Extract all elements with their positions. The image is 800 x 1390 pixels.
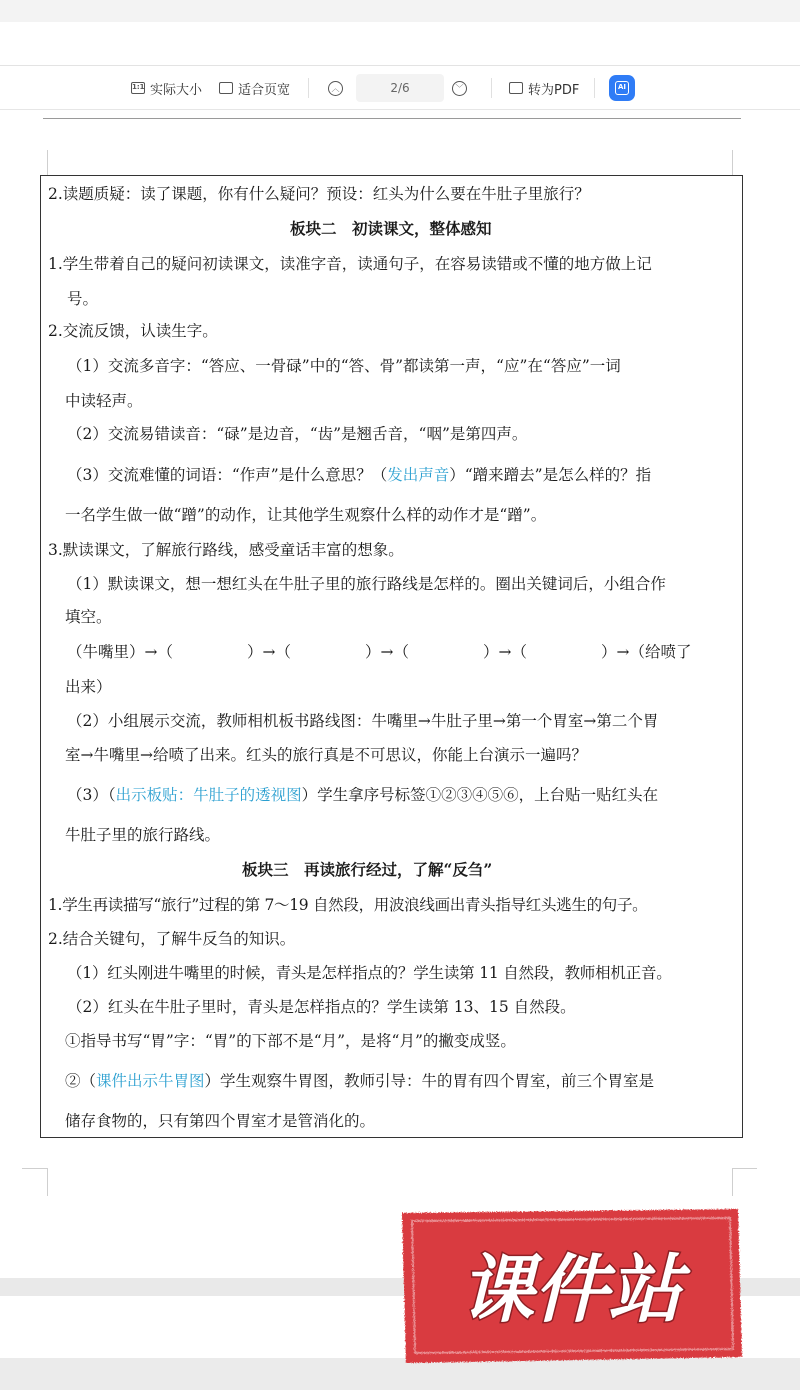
toolbar-divider bbox=[308, 78, 309, 98]
crop-mark bbox=[732, 1168, 757, 1169]
title-bar bbox=[0, 22, 800, 66]
chevron-down-icon: ﹀ bbox=[452, 81, 467, 96]
annotation-text: 发出声音 bbox=[387, 466, 450, 484]
text-line: 室→牛嘴里→给喷了出来。红头的旅行真是不可思议，你能上台演示一遍吗？ bbox=[65, 746, 587, 764]
toolbar-divider bbox=[491, 78, 492, 98]
actual-size-icon: 1:1 bbox=[131, 82, 145, 94]
text-line: （1）红头刚进牛嘴里的时候，青头是怎样指点的？学生读第 11 自然段，教师相机正音。 bbox=[67, 964, 672, 982]
text-segment: ）→（ bbox=[365, 643, 409, 661]
text-line: 出来） bbox=[65, 678, 112, 696]
text-line: 2.结合关键句，了解牛反刍的知识。 bbox=[48, 930, 296, 948]
text-line: 一名学生做一做“蹭”的动作，让其他学生观察什么样的动作才是“蹭”。 bbox=[65, 506, 547, 524]
text-segment: ）“蹭来蹭去”是怎么样的？指 bbox=[449, 466, 652, 484]
text-line: （2）交流易错读音：“碌”是边音，“齿”是翘舌音，“咽”是第四声。 bbox=[67, 425, 528, 443]
text-line: 牛肚子里的旅行路线。 bbox=[65, 826, 221, 844]
text-segment: ）学生观察牛胃图，教师引导：牛的胃有四个胃室，前三个胃室是 bbox=[204, 1072, 655, 1090]
convert-pdf-button[interactable] bbox=[509, 78, 579, 98]
annotation-text: 课件出示牛胃图 bbox=[96, 1072, 205, 1090]
annotation-text: 出示板贴：牛肚子的透视图 bbox=[115, 786, 302, 804]
fill-blank-line bbox=[67, 642, 692, 662]
viewer-toolbar bbox=[0, 66, 800, 110]
text-line: 2.交流反馈，认读生字。 bbox=[48, 322, 218, 340]
watermark-logo bbox=[398, 1207, 744, 1367]
convert-pdf-label: 转为PDF bbox=[528, 82, 580, 98]
crop-mark bbox=[732, 1168, 733, 1196]
text-segment: （3）（ bbox=[67, 786, 116, 804]
crop-mark bbox=[732, 150, 733, 175]
text-line: 号。 bbox=[67, 290, 99, 308]
fit-width-button[interactable] bbox=[219, 78, 290, 98]
text-line bbox=[65, 1071, 654, 1091]
fit-width-icon bbox=[219, 82, 233, 94]
chevron-up-icon: ︿ bbox=[328, 81, 343, 96]
text-segment: （牛嘴里）→（ bbox=[67, 643, 173, 661]
next-page-button[interactable] bbox=[452, 78, 467, 98]
toolbar-divider bbox=[594, 78, 595, 98]
crop-mark bbox=[47, 150, 48, 175]
window-top-strip bbox=[0, 0, 800, 22]
text-line: 3.默读课文，了解旅行路线，感受童话丰富的想象。 bbox=[48, 541, 404, 559]
text-segment: ）学生拿序号标签①②③④⑤⑥，上台贴一贴红头在 bbox=[301, 786, 659, 804]
text-line: 储存食物的，只有第四个胃室才是管消化的。 bbox=[65, 1112, 376, 1130]
actual-size-label: 实际大小 bbox=[150, 82, 203, 98]
ai-icon: AI bbox=[615, 81, 629, 95]
actual-size-button[interactable] bbox=[131, 78, 202, 98]
crop-mark bbox=[47, 1168, 48, 1196]
text-segment: （3）交流难懂的词语：“作声”是什么意思？（ bbox=[67, 466, 388, 484]
text-line: 1.学生再读描写“旅行”过程的第 7～19 自然段，用波浪线画出青头指导红头逃生的句子。 bbox=[48, 896, 648, 914]
previous-page-bottom-rule bbox=[43, 118, 741, 119]
text-line: ①指导书写“胃”字：“胃”的下部不是“月”，是将“月”的撇变成竖。 bbox=[65, 1032, 516, 1050]
crop-mark bbox=[22, 1168, 47, 1169]
prev-page-button[interactable] bbox=[328, 78, 343, 98]
ai-assistant-button[interactable] bbox=[609, 75, 635, 101]
text-line: 中读轻声。 bbox=[65, 392, 143, 410]
text-line bbox=[67, 785, 658, 805]
text-line: 填空。 bbox=[65, 608, 112, 626]
section-heading: 板块三 再读旅行经过，了解“反刍” bbox=[242, 860, 493, 879]
section-heading: 板块二 初读课文，整体感知 bbox=[290, 219, 492, 238]
watermark-text: 课件站 bbox=[460, 1247, 682, 1333]
text-segment: ）→（给喷了 bbox=[601, 643, 692, 661]
pdf-icon bbox=[509, 82, 523, 94]
text-line bbox=[67, 465, 651, 485]
text-segment: ②（ bbox=[65, 1072, 97, 1090]
text-line: 2.读题质疑：读了课题，你有什么疑问？预设：红头为什么要在牛肚子里旅行？ bbox=[48, 185, 590, 203]
text-line: （1）交流多音字：“答应、一骨碌”中的“答、骨”都读第一声，“应”在“答应”一词 bbox=[67, 357, 621, 375]
text-line: 1.学生带着自己的疑问初读课文，读准字音，读通句子，在容易读错或不懂的地方做上记 bbox=[48, 255, 652, 273]
fit-width-label: 适合页宽 bbox=[238, 82, 291, 98]
text-line: （1）默读课文，想一想红头在牛肚子里的旅行路线是怎样的。圈出关键词后，小组合作 bbox=[67, 575, 666, 593]
text-segment: ）→（ bbox=[247, 643, 291, 661]
text-line: （2）小组展示交流，教师相机板书路线图：牛嘴里→牛肚子里→第一个胃室→第二个胃 bbox=[67, 712, 659, 730]
page-number-input[interactable]: 2/6 bbox=[356, 74, 444, 102]
text-line: （2）红头在牛肚子里时，青头是怎样指点的？学生读第 13、15 自然段。 bbox=[67, 998, 576, 1016]
text-segment: ）→（ bbox=[483, 643, 527, 661]
